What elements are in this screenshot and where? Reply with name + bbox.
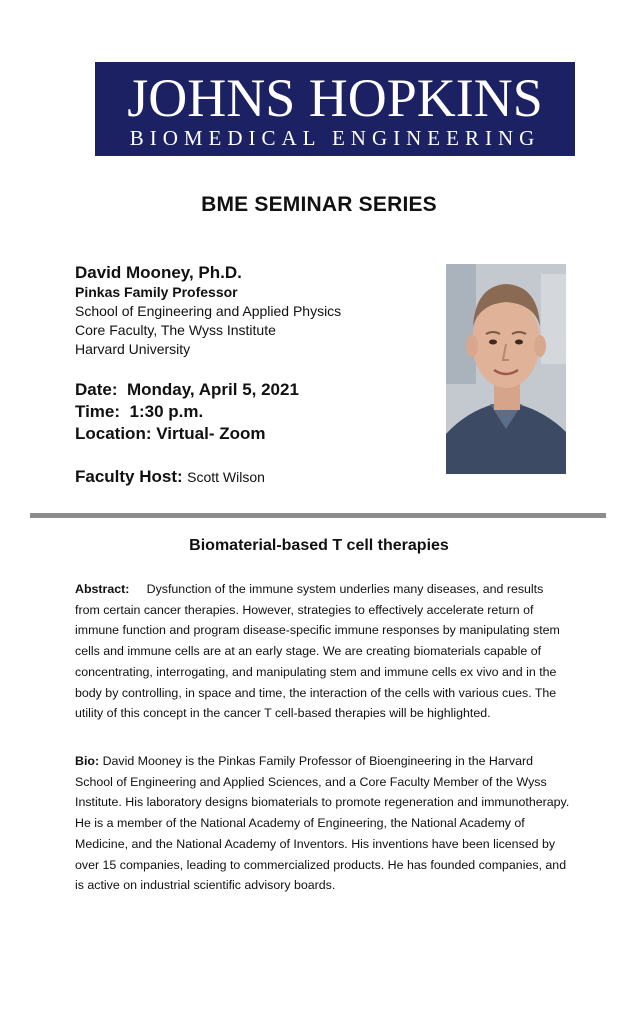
abstract-paragraph [75, 579, 570, 724]
speaker-portrait-illustration [446, 264, 566, 474]
abstract-text: Dysfunction of the immune system underlies many diseases, and results from certain cancer therapies. However, strategies to effectively accelerate return of immune function and program disease-specific immune responses by manipulating stem cells and immune cells are at an early stage. We are creating biomaterials capable of concentrating, interrogating, and manipulating stem and immune cells ex vivo and in the body by controlling, in space and time, the interaction of the cells with various cues. The utility of this concept in the cancer T cell-based therapies will be highlighted. [75, 582, 560, 721]
faculty-host-row [75, 467, 265, 487]
speaker-title: Pinkas Family Professor [75, 284, 238, 300]
date-label: Date: [75, 380, 118, 399]
bio-text: David Mooney is the Pinkas Family Professor of Bioengineering in the Harvard School of Engineering and Applied Sciences, and a Core Faculty Member of the Wyss Institute. His laboratory designs biomaterials to promote regeneration and immunotherapy. He is a member of the National Academy of Engineering, the National Academy of Medicine, and the National Academy of Inventors. His inventions have been licensed by over 15 companies, leading to commercialized products. He has founded companies, and is active on industrial scientific advisory boards. [75, 754, 570, 893]
speaker-photo [446, 264, 566, 474]
time-value: 1:30 p.m. [129, 402, 204, 421]
faculty-host-label: Faculty Host: [75, 467, 183, 486]
time-label: Time: [75, 402, 121, 421]
bio-colon: : [94, 754, 100, 768]
talk-title: Biomaterial-based T cell therapies [189, 537, 449, 554]
logo-university-name: JOHNS HOPKINS [127, 68, 543, 128]
section-divider [30, 513, 606, 518]
bio-label: Bio [75, 754, 95, 768]
event-location-row [75, 423, 435, 445]
date-value: Monday, April 5, 2021 [126, 380, 299, 399]
speaker-info [75, 263, 435, 359]
seminar-series-title: BME SEMINAR SERIES [201, 193, 437, 216]
abstract-label: Abstract [75, 582, 126, 596]
event-time-row [75, 401, 435, 423]
logo-department-name: BIOMEDICAL ENGINEERING [129, 126, 541, 150]
speaker-affiliation-university: Harvard University [75, 341, 191, 357]
jhu-bme-logo-banner [95, 62, 575, 156]
bio-paragraph [75, 751, 570, 896]
abstract-colon: : [125, 582, 130, 596]
event-details [75, 379, 435, 445]
event-date-row [75, 379, 435, 401]
faculty-host-name: Scott Wilson [187, 469, 265, 485]
location-value: Virtual- Zoom [156, 424, 266, 443]
location-label: Location: [75, 424, 152, 443]
speaker-name: David Mooney, Ph.D. [75, 263, 242, 282]
speaker-affiliation-school: School of Engineering and Applied Physics [75, 303, 342, 319]
speaker-affiliation-institute: Core Faculty, The Wyss Institute [75, 322, 276, 338]
